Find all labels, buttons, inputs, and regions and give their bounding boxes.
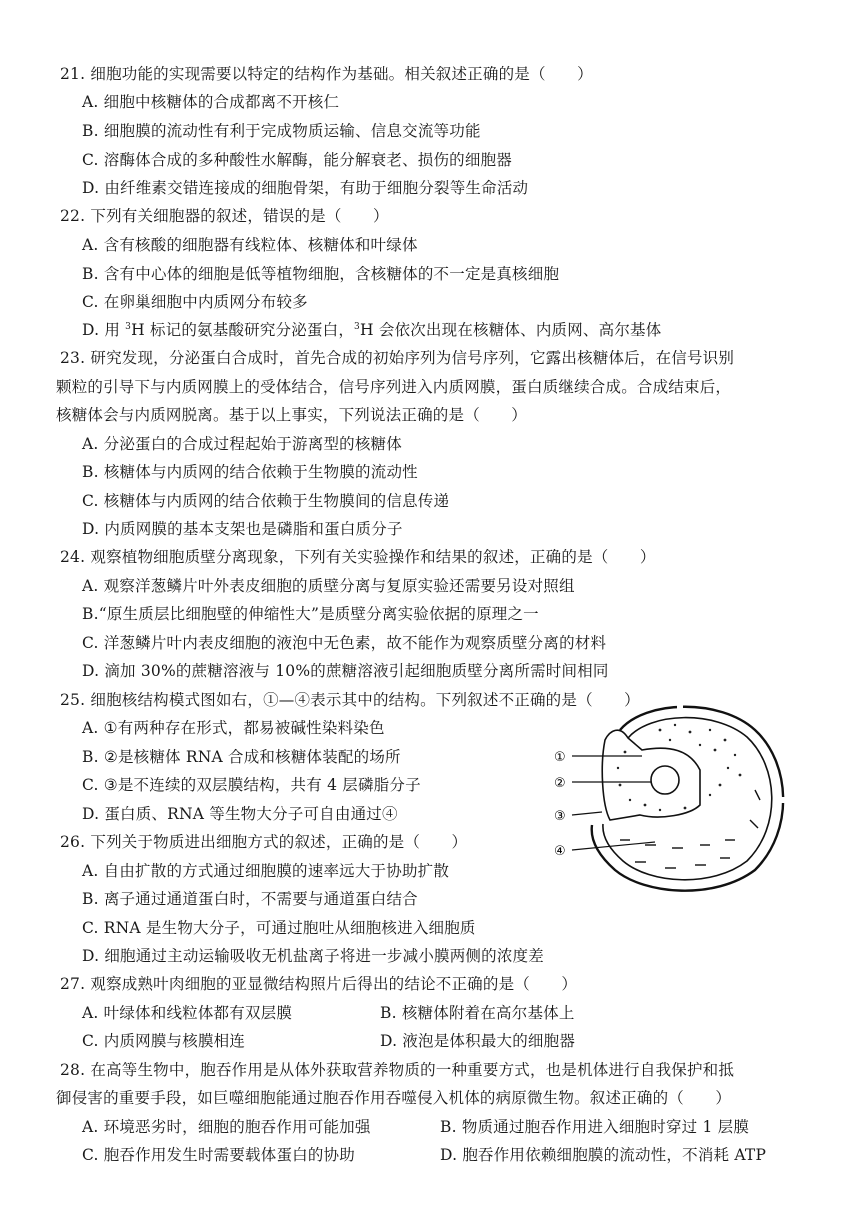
q27-option-a: A. 叶绿体和线粒体都有双层膜 [82,1004,293,1022]
diagram-label-4: ④ [554,844,566,859]
nucleus-diagram [550,690,800,895]
q27-option-c: C. 内质网膜与核膜相连 [82,1032,246,1050]
q28-option-b: B. 物质通过胞吞作用进入细胞时穿过 1 层膜 [440,1118,750,1136]
q22-option-c: C. 在卵巢细胞中内质网分布较多 [82,293,308,311]
q26-option-c: C. RNA 是生物大分子，可通过胞吐从细胞核进入细胞质 [82,919,476,937]
q21-option-a: A. 细胞中核糖体的合成都离不开核仁 [82,93,340,111]
nuclear-envelope-inner [603,718,772,880]
diagram-label-3: ③ [554,809,566,824]
q27-option-d: D. 液泡是体积最大的细胞器 [380,1032,576,1050]
q28-option-c: C. 胞吞作用发生时需要载体蛋白的协助 [82,1146,355,1164]
q24-option-d: D. 滴加 30%的蔗糖溶液与 10%的蔗糖溶液引起细胞质壁分离所需时间相同 [82,662,609,680]
q23-option-c: C. 核糖体与内质网的结合依赖于生物膜间的信息传递 [82,492,450,510]
q24-stem: 24. 观察植物细胞质壁分离现象，下列有关实验操作和结果的叙述，正确的是（ ） [60,548,656,566]
q23-option-b: B. 核糖体与内质网的结合依赖于生物膜的流动性 [82,463,418,481]
q22-option-a: A. 含有核酸的细胞器有线粒体、核糖体和叶绿体 [82,236,418,254]
q26-option-d: D. 细胞通过主动运输吸收无机盐离子将进一步减小膜两侧的浓度差 [82,947,544,965]
q22-option-d [82,320,661,340]
q28-stem-line2: 御侵害的重要手段，如巨噬细胞能通过胞吞作用吞噬侵入机体的病原微生物。叙述正确的（ ） [56,1089,732,1107]
q28-option-a: A. 环境恶劣时，细胞的胞吞作用可能加强 [82,1118,371,1136]
q28-option-d: D. 胞吞作用依赖细胞膜的流动性，不消耗 ATP [440,1146,767,1164]
q27-option-b: B. 核糖体附着在高尔基体上 [380,1004,575,1022]
q25-option-d: D. 蛋白质、RNA 等生物大分子可自由通过④ [82,805,398,823]
q23-option-d: D. 内质网膜的基本支架也是磷脂和蛋白质分子 [82,520,403,538]
q22-option-d-sup1: 3 [125,321,132,332]
q22-option-b: B. 含有中心体的细胞是低等植物细胞，含核糖体的不一定是真核细胞 [82,265,560,283]
q21-stem: 21. 细胞功能的实现需要以特定的结构作为基础。相关叙述正确的是（ ） [60,65,593,83]
q22-option-d-post: H 会依次出现在核糖体、内质网、高尔基体 [359,321,662,339]
q25-option-a: A. ①有两种存在形式，都易被碱性染料染色 [82,719,385,737]
q26-option-b: B. 离子通过通道蛋白时，不需要与通道蛋白结合 [82,890,418,908]
q23-stem-line1: 23. 研究发现，分泌蛋白合成时，首先合成的初始序列为信号序列，它露出核糖体后，在信号识别 [60,349,735,367]
q22-option-d-sup2: 3 [354,321,360,332]
q21-option-b: B. 细胞膜的流动性有利于完成物质运输、信息交流等功能 [82,122,481,140]
q22-option-d-pre: D. 用 [82,321,126,339]
q26-option-a: A. 自由扩散的方式通过细胞膜的速率远大于协助扩散 [82,862,450,880]
nuclear-envelope-outer [592,707,783,891]
q27-stem: 27. 观察成熟叶肉细胞的亚显微结构照片后得出的结论不正确的是（ ） [60,975,578,993]
q25-option-c: C. ③是不连续的双层膜结构，共有 4 层磷脂分子 [82,776,421,794]
q25-stem: 25. 细胞核结构模式图如右，①—④表示其中的结构。下列叙述不正确的是（ ） [60,691,640,709]
diagram-label-1: ① [554,750,566,765]
leader-line-4 [572,842,655,850]
q21-option-d: D. 由纤维素交错连接成的细胞骨架，有助于细胞分裂等生命活动 [82,179,529,197]
q25-option-b: B. ②是核糖体 RNA 合成和核糖体装配的场所 [82,748,401,766]
leader-line-3 [572,812,602,815]
q24-option-a: A. 观察洋葱鳞片叶外表皮细胞的质壁分离与复原实验还需要另设对照组 [82,577,575,595]
nucleolus [651,766,679,794]
q23-option-a: A. 分泌蛋白的合成过程起始于游离型的核糖体 [82,435,402,453]
q23-stem-line3: 核糖体会与内质网脱离。基于以上事实，下列说法正确的是（ ） [56,406,528,424]
q24-option-c: C. 洋葱鳞片叶内表皮细胞的液泡中无色素，故不能作为观察质壁分离的材料 [82,634,607,652]
envelope-dashes [620,790,760,868]
q26-stem: 26. 下列关于物质进出细胞方式的叙述，正确的是（ ） [60,833,468,851]
q22-option-d-mid: H 标记的氨基酸研究分泌蛋白， [131,321,355,339]
q22-stem: 22. 下列有关细胞器的叙述，错误的是（ ） [60,207,389,225]
q24-option-b: B.“原生质层比细胞壁的伸缩性大”是质壁分离实验依据的原理之一 [82,605,539,623]
q23-stem-line2: 颗粒的引导下与内质网膜上的受体结合，信号序列进入内质网膜，蛋白质继续合成。合成结束后， [56,378,732,396]
chromatin-dots [617,724,742,811]
diagram-label-2: ② [554,776,566,791]
q28-stem-line1: 28. 在高等生物中，胞吞作用是从体外获取营养物质的一种重要方式，也是机体进行自我保护和抵 [60,1061,735,1079]
q21-option-c: C. 溶酶体合成的多种酸性水解酶，能分解衰老、损伤的细胞器 [82,151,512,169]
